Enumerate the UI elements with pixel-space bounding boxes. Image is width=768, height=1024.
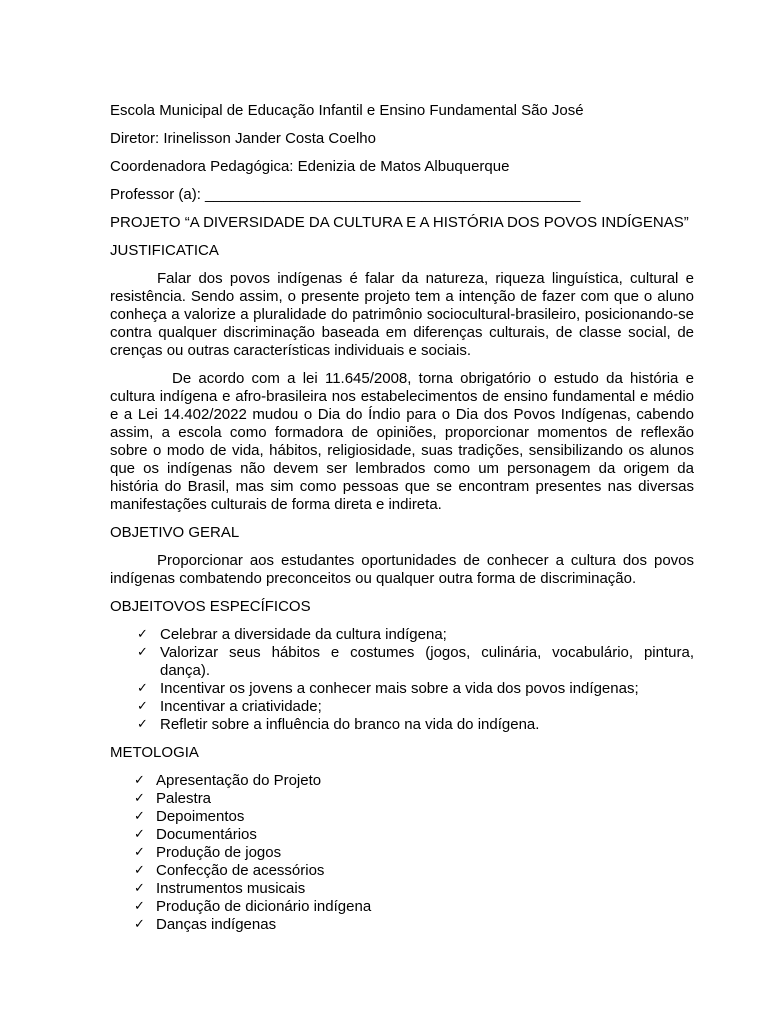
document-body (110, 102, 694, 944)
school-name: Escola Municipal de Educação Infantil e Ensino Fundamental São José (110, 102, 584, 119)
list-item (110, 862, 694, 880)
checkmark-icon: ✓ (134, 773, 145, 788)
list-item-text: Danças indígenas (156, 916, 277, 933)
list-item (110, 844, 694, 862)
list-item (110, 716, 694, 734)
list-item (110, 680, 694, 698)
list-item-text: Confecção de acessórios (156, 862, 325, 879)
checkmark-icon: ✓ (134, 881, 145, 896)
list-item (110, 644, 694, 680)
list-item (110, 808, 694, 826)
list-item-text: Apresentação do Projeto (156, 772, 322, 789)
general-objective-text: Proporcionar aos estudantes oportunidades de conhecer a cultura dos povos indígenas combatendo preconceitos ou qualquer outra forma de discriminação. (110, 552, 694, 587)
checkmark-icon: ✓ (137, 645, 148, 660)
checkmark-icon: ✓ (137, 699, 148, 714)
list-item-text: Palestra (156, 790, 212, 807)
list-item-text: Documentários (156, 826, 257, 843)
list-item-text: Refletir sobre a influência do branco na vida do indígena. (160, 716, 540, 733)
list-item-text: Incentivar os jovens a conhecer mais sobre a vida dos povos indígenas; (160, 680, 639, 697)
list-item (110, 898, 694, 916)
checkmark-icon: ✓ (134, 809, 145, 824)
checkmark-icon: ✓ (134, 791, 145, 806)
methodology-heading: METOLOGIA (110, 744, 199, 761)
director-line: Diretor: Irinelisson Jander Costa Coelho (110, 130, 376, 147)
list-item-text: Instrumentos musicais (156, 880, 306, 897)
teacher-line: Professor (a): _____________________________________________ (110, 186, 581, 203)
methodology-list (110, 772, 694, 934)
checkmark-icon: ✓ (134, 863, 145, 878)
list-item-text: Celebrar a diversidade da cultura indígena; (160, 626, 447, 643)
checkmark-icon: ✓ (134, 899, 145, 914)
list-item-text: Valorizar seus hábitos e costumes (jogos, culinária, vocabulário, pintura, dança). (160, 644, 694, 679)
list-item (110, 790, 694, 808)
specific-objectives-heading: OBJEITOVOS ESPECÍFICOS (110, 598, 311, 615)
coordinator-line: Coordenadora Pedagógica: Edenizia de Matos Albuquerque (110, 158, 510, 175)
checkmark-icon: ✓ (137, 681, 148, 696)
list-item-text: Produção de dicionário indígena (156, 898, 372, 915)
specific-objectives-list (110, 626, 694, 734)
general-objective-heading: OBJETIVO GERAL (110, 524, 240, 541)
list-item (110, 826, 694, 844)
checkmark-icon: ✓ (134, 827, 145, 842)
list-item (110, 916, 694, 934)
list-item (110, 626, 694, 644)
list-item-text: Depoimentos (156, 808, 245, 825)
justification-heading: JUSTIFICATICA (110, 242, 219, 259)
checkmark-icon: ✓ (137, 717, 148, 732)
list-item-text: Produção de jogos (156, 844, 282, 861)
list-item-text: Incentivar a criatividade; (160, 698, 322, 715)
justification-paragraph-2: De acordo com a lei 11.645/2008, torna obrigatório o estudo da história e cultura indígena e afro-brasileira nos estabelecimentos de ensino fundamental e médio e a Lei 14.402/2022 mudou o Dia do Índio para o Dia dos Povos Indígenas, cabendo assim, a escola como formadora de opiniões, proporcionar momentos de reflexão sobre o modo de vida, hábitos, religiosidade, suas tradições, sensibilizando os alunos que os indígenas não devem ser lembrados como um personagem da origem da história do Brasil, mas sim como pessoas que se encontram presentes nas diversas manifestações culturais de forma direta e indireta. (110, 370, 694, 513)
checkmark-icon: ✓ (137, 627, 148, 642)
list-item (110, 880, 694, 898)
list-item (110, 772, 694, 790)
project-title: PROJETO “A DIVERSIDADE DA CULTURA E A HISTÓRIA DOS POVOS INDÍGENAS” (110, 214, 689, 231)
list-item (110, 698, 694, 716)
checkmark-icon: ✓ (134, 845, 145, 860)
checkmark-icon: ✓ (134, 917, 145, 932)
justification-paragraph-1: Falar dos povos indígenas é falar da natureza, riqueza linguística, cultural e resistência. Sendo assim, o presente projeto tem a intenção de fazer com que o aluno conheça a valorize a pluralidade do patrimônio sociocultural-brasileiro, posicionando-se contra qualquer discriminação baseada em diferenças culturais, de classe social, de crenças ou outras características individuais e sociais. (110, 270, 694, 359)
